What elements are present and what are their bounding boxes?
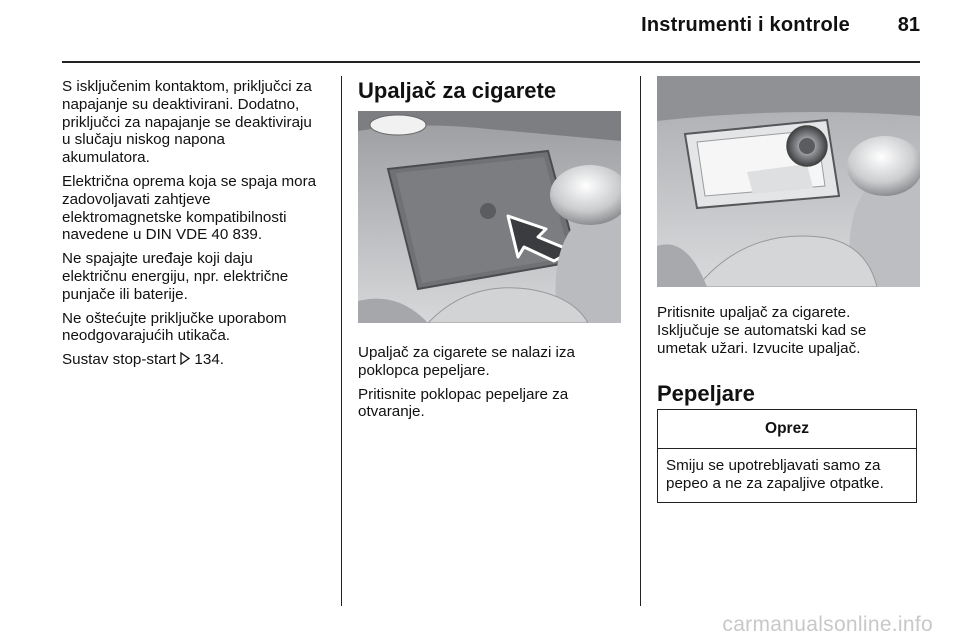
column-divider-right bbox=[640, 76, 641, 606]
text-line: zadovoljavati zahtjeve bbox=[62, 190, 211, 208]
open-ashtray-lighter-illustration-icon bbox=[657, 76, 920, 287]
paragraph-power-outlets bbox=[62, 78, 334, 167]
text-line: električnu energiju, npr. električne bbox=[62, 267, 289, 285]
section-title: Instrumenti i kontrole bbox=[641, 14, 850, 36]
text-line: napajanje su deaktivirani. Dodatno, bbox=[62, 95, 300, 113]
text-line: Pritisnite poklopac pepeljare za bbox=[358, 385, 569, 403]
text-line: S isključenim kontaktom, priključci za bbox=[62, 78, 312, 95]
text-line: Isključuje se automatski kad se bbox=[657, 321, 867, 339]
paragraph-plug-damage bbox=[62, 310, 334, 346]
text-line: elektromagnetske kompatibilnosti bbox=[62, 208, 287, 226]
text-line: priključci za napajanje se deaktiviraju bbox=[62, 113, 312, 131]
text-line: pepeo a ne za zapaljive otpatke. bbox=[666, 474, 884, 492]
text-line: navedene u DIN VDE 40 839. bbox=[62, 226, 263, 244]
page-number: 81 bbox=[897, 14, 920, 36]
paragraph-no-chargers bbox=[62, 250, 334, 303]
heading-ashtrays: Pepeljare bbox=[657, 381, 755, 406]
paragraph-lighter-location bbox=[358, 344, 620, 380]
column-divider-left bbox=[341, 76, 342, 606]
text-line: Ne spajajte uređaje koji daju bbox=[62, 250, 253, 268]
header-divider bbox=[62, 61, 920, 63]
text-line: akumulatora. bbox=[62, 149, 150, 167]
paragraph-open-cover bbox=[358, 386, 620, 422]
cross-reference-stop-start[interactable] bbox=[62, 351, 334, 369]
middle-column bbox=[358, 78, 620, 104]
text-line: Pritisnite upaljač za cigarete. bbox=[657, 304, 851, 321]
text-line: Ne oštećujte priključke uporabom bbox=[62, 309, 287, 327]
xref-page-number: 134. bbox=[194, 351, 224, 369]
xref-label: Sustav stop-start bbox=[62, 351, 176, 369]
text-line: neodgovarajućih utikača. bbox=[62, 327, 231, 345]
ashtray-cover-press-illustration-icon bbox=[358, 111, 621, 323]
text-line: punjače ili baterije. bbox=[62, 285, 188, 303]
middle-column-body bbox=[358, 344, 620, 427]
text-line: Upaljač za cigarete se nalazi iza bbox=[358, 344, 575, 361]
right-column-body bbox=[657, 304, 920, 363]
figure-open-ashtray bbox=[657, 76, 920, 287]
caution-box bbox=[657, 409, 917, 503]
paragraph-press-lighter bbox=[657, 304, 920, 357]
figure-ashtray-cover bbox=[358, 111, 621, 323]
text-line: u slučaju niskog napona bbox=[62, 131, 225, 149]
watermark: carmanualsonline.info bbox=[722, 613, 933, 636]
text-line: Smiju se upotrebljavati samo za bbox=[666, 457, 881, 474]
text-line: otvaranje. bbox=[358, 403, 425, 421]
text-line: Električna oprema koja se spaja mora bbox=[62, 172, 317, 190]
heading-ashtrays-wrap bbox=[657, 381, 920, 407]
text-line: umetak užari. Izvucite upaljač. bbox=[657, 339, 861, 357]
caution-title: Oprez bbox=[658, 410, 916, 449]
caution-text bbox=[658, 449, 916, 493]
text-line: poklopca pepeljare. bbox=[358, 361, 490, 379]
paragraph-emc-requirements bbox=[62, 173, 334, 244]
left-column bbox=[62, 78, 334, 375]
heading-cigarette-lighter: Upaljač za cigarete bbox=[358, 78, 557, 103]
page-reference-arrow-icon bbox=[180, 352, 190, 365]
